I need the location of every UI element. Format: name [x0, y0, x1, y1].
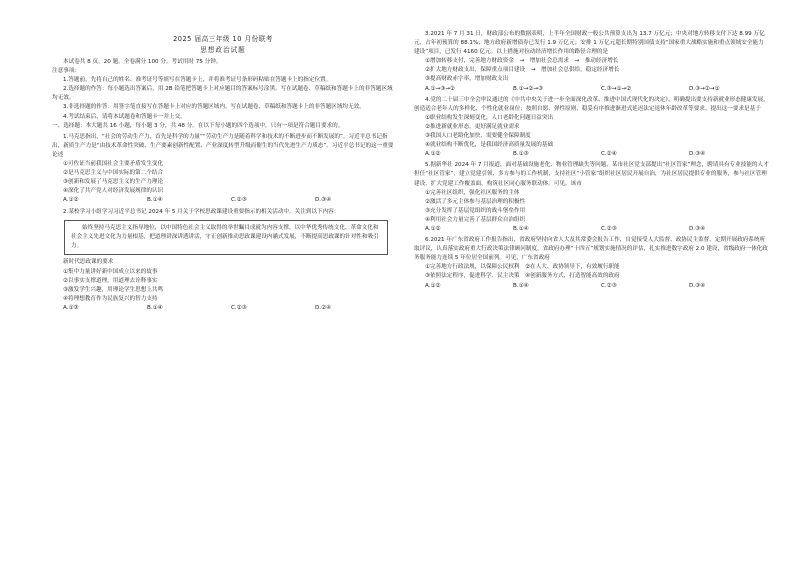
- exam-intro: 本试卷共 8 页，20 题。全卷满分 100 分。考试用时 75 分钟。: [63, 59, 222, 65]
- option-row-2: ③依照法定程序，促进科学、民主决策 ④创新服务方式，打造智能高效的政府: [425, 273, 620, 280]
- question-prompt: 新时代思政课的要求: [63, 259, 114, 266]
- choice-b: B.①④: [513, 225, 529, 232]
- choice-a: A.①②: [425, 225, 441, 232]
- choice-a: A.①②: [425, 151, 441, 158]
- notice-item: 3.非选择题的作答：用签字笔直接写在答题卡上对应的答题区域内。写在试题卷、草稿纸和答题卡上的非答题区域均无效。: [63, 104, 365, 111]
- choice-b: B.①④: [513, 282, 529, 289]
- option-2: ②激活了多元主体参与基层治理的积极性: [425, 198, 526, 205]
- choice-d: D.③④: [689, 225, 706, 232]
- question-2: [52, 208, 394, 314]
- option-4: ④深化了共产党人对经济发展规律的认识: [63, 188, 164, 195]
- choice-c: C.③→①→②: [601, 85, 632, 92]
- option-1: ①可佐证当前我国社会主要矛盾发生变化: [63, 161, 164, 168]
- question-stem: 4.党的二十届三中全会审议通过的《中共中央关于进一步全面深化改革、推进中国式现代化的决定》，明确提出要支持新就业形态健康发展，创造适合老年人的多样化、个性化就业岗位；按照自愿、弹性原则，稳妥有序推进渐进式延迟法定退休年龄改革等要求。提出这一要求是基于: [414, 96, 769, 112]
- choice-c: C.②③: [231, 197, 247, 204]
- exam-title: 2025 届高三年级 10 月份联考: [173, 35, 273, 43]
- answer-choices: [414, 282, 769, 291]
- choice-a: A.①③: [63, 304, 79, 311]
- option-4: ④利用社会力量完善了基层群众自治组织: [425, 216, 526, 223]
- answer-choices: [52, 196, 394, 205]
- question-stem: 3.2021 年 7 月 31 日，财政部公布的数据表明，上半年全国财政一般公共预算支出为 13.7 万亿元；中央对地方转移支付下达 8.99 万亿元，占年初预算的 88.1%；地方政府新增债券已发行 1.9 万亿元；安排 1 万亿元超长期特别国债支持“国家重大战略实施和重点领域安全能力建设”项目，已发行 4160 亿元。以上措施对拉动经济增长作用的路径合理的是: [414, 31, 765, 56]
- answer-choices: [414, 85, 769, 94]
- notice-item: 2.选择题的作答：每小题选出答案后，用 2B 铅笔把答题卡上对应题目的答案标号涂黑。写在试题卷、草稿纸和答题卡上的非答题区域均无效。: [52, 86, 393, 102]
- question-5: [414, 161, 769, 234]
- choice-a: A.①→③→②: [425, 85, 455, 92]
- notice-item: 4.考试结束后，请将本试题卷和答题卡一并上交。: [63, 113, 186, 120]
- question-stem: 5.据新华社 2024 年 7 月报道，面对基础设施老化、物业管理缺失等问题，某市社区党支部提出“社区管家”理念，聘请具有专业技能的人才担任“社区管家”，建立党建引领、多方参与的工作机制，支持社区“小管家”组织社区居民开展自治，为社区居民提供专业的服务，参与社区管理建设，扩大党建工作覆盖面，构筑社区同心服务联动体。可见，该市: [414, 162, 769, 187]
- answer-choices: [52, 304, 394, 313]
- option-1: ①增加转移支付，完善地方财政资金 → 增加社会总需求 → 推动经济增长: [425, 58, 619, 65]
- option-4: ④将理想教育作为民族复兴的智力支持: [63, 295, 158, 302]
- option-2: ②推进新就业形态，更好满足就业需求: [425, 123, 520, 130]
- left-column: [52, 30, 394, 313]
- right-column: [414, 30, 769, 291]
- option-row-1: ①完善地方行政法规，以保障公民权利 ②在人大、政协领导下，有效履行职能: [425, 264, 620, 271]
- question-4: [414, 96, 769, 160]
- option-2: ②扩大地方财政支出，保障重点项目建设 → 增加社会总供给，稳定经济增长: [425, 67, 620, 74]
- choice-b: B.①→②→③: [513, 85, 544, 92]
- choice-c: C.②③: [601, 282, 617, 289]
- choice-d: D.③④: [689, 151, 706, 158]
- question-6: [414, 236, 769, 291]
- choice-b: B.①④: [147, 304, 163, 311]
- option-2: ②以事实支撑道理，用道理去诠释事实: [63, 277, 158, 284]
- option-3: ③我国人口老龄化加快，需要健全保障制度: [425, 133, 531, 140]
- quote-box: 始终坚持马克思主义指导地位，以中国特色社会主义取得的举世瞩目成就为内容支撑，以中华优秀传统文化、革命文化和社会主义先进文化为力量根基，把道理讲深讲透讲活，守正创新推动思政课建设内涵式发展，不断提高思政课的针对性和吸引力。: [64, 220, 388, 256]
- option-3: ③提高财政赤字率，增加财政支出: [425, 76, 509, 83]
- option-1: ①完善社区组织，强化社区服务的主体: [425, 189, 520, 196]
- subject-title: 思想政治试题: [200, 46, 246, 54]
- option-4: ④就业结构不断优化，是我国经济高质量发展的基础: [425, 142, 554, 149]
- answer-choices: [414, 150, 769, 159]
- choice-a: A.①②: [63, 197, 79, 204]
- question-1: [52, 133, 394, 206]
- option-3: ③激发学生兴趣，用理论学生思想上共鸣: [63, 286, 164, 293]
- choice-c: C.②③: [231, 304, 247, 311]
- question-3: [414, 30, 769, 94]
- choice-c: C.②④: [601, 151, 617, 158]
- choice-b: B.①④: [147, 197, 163, 204]
- choice-a: A.①②: [425, 282, 441, 289]
- question-stem: 6.2021 年广东省政府工作报告指出，省政府坚持向省人大及其常委会报告工作，自觉接受人大监督、政协民主监督，定期开展政府系统听取评议，认真落实政府重大行政决策法律顾问制度，省政府办理“十四五”规划实施情况的评估，扎实推进数字政府 2.0 建设，省级政府一体化政务服务能力连续 5 年位居全国前列。可见，广东省政府: [414, 237, 768, 262]
- option-3: ③创新和发展了马克思主义的生产力理论: [63, 179, 164, 186]
- option-1: ①集中力量讲好新中国成立以来的故事: [63, 268, 158, 275]
- choice-d: D.③④: [689, 282, 706, 289]
- choice-d: D.③④: [315, 197, 332, 204]
- choice-b: B.①③: [513, 151, 529, 158]
- notice-heading: 注意事项：: [52, 68, 80, 75]
- option-3: ③充分发挥了基层党组织的战斗堡垒作用: [425, 207, 526, 214]
- option-2: ②是马克思主义与中国实际的第二个结合: [63, 170, 164, 177]
- question-stem: 2.某校学习小组学习习近平总书记 2024 年 5 月关于学校思政课建设重要指示的相关活动中，关注到以下内容：: [63, 208, 340, 215]
- answer-choices: [414, 225, 769, 234]
- choice-c: C.②③: [601, 225, 617, 232]
- section-intro: 一、选择题：本大题共 16 小题，每小题 3 分，共 48 分。在以下每小题的四个选项中，只有一项是符合题目要求的。: [52, 122, 344, 129]
- notice-item: 1.答题前，先将自己的姓名、准考证号等填写在答题卡上，并将准考证号条形码粘贴在答题卡上的指定位置。: [63, 77, 332, 84]
- option-1: ①职业结构发生深刻变化，人口老龄化问题日益突出: [425, 114, 554, 121]
- choice-d: D.③→②→①: [689, 85, 720, 92]
- choice-d: D.②④: [315, 304, 332, 311]
- question-stem: 1.马克思指出，“社会的劳动生产力，首先是科学的力量”“劳动生产力是随着科学和技术的不断进步而不断发展的”。习近平总书记指出，新质生产力是“由技术革命性突破、生产要素创新性配置、产业深度转型升级而催生的当代先进生产力质态”。习近平总书记的这一重要论述: [52, 133, 394, 158]
